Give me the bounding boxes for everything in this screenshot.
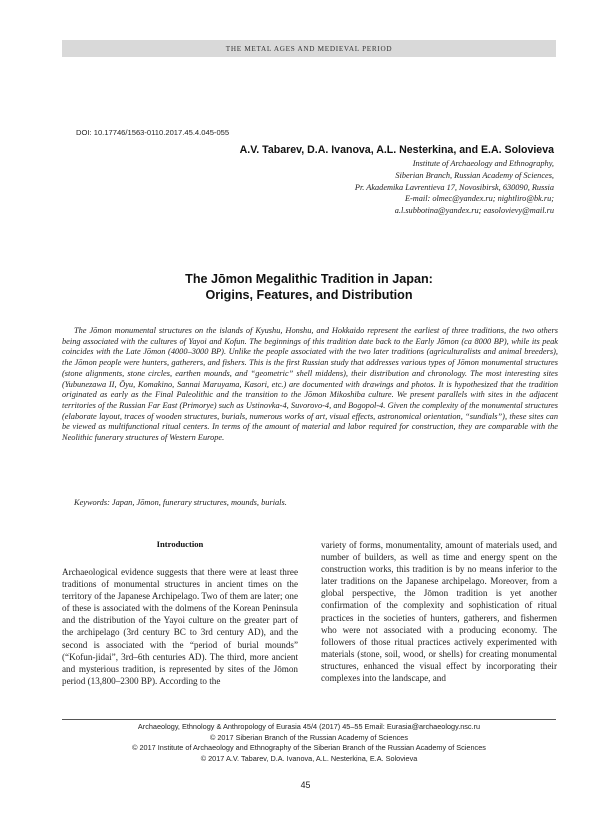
section-title: THE METAL AGES AND MEDIEVAL PERIOD <box>225 44 393 53</box>
affiliation-email: a.l.subbotina@yandex.ru; easolovievy@mail.ru <box>394 206 554 216</box>
footer <box>62 722 556 764</box>
doi-text: DOI: 10.17746/1563-0110.2017.45.4.045-055 <box>76 128 230 137</box>
keywords: Keywords: Japan, Jōmon, funerary structures, mounds, burials. <box>74 498 287 507</box>
article-title-line2: Origins, Features, and Distribution <box>205 288 413 302</box>
authors: A.V. Tabarev, D.A. Ivanova, A.L. Nesterkina, and E.A. Solovieva <box>239 144 554 156</box>
footer-copyright-line: © 2017 Institute of Archaeology and Ethnography of the Siberian Branch of the Russian Academy of Sciences <box>132 743 486 752</box>
affiliation-line: Siberian Branch, Russian Academy of Sciences, <box>395 170 554 180</box>
introduction-heading: Introduction <box>156 539 204 549</box>
footer-divider <box>62 719 556 720</box>
article-title-line1: The Jōmon Megalithic Tradition in Japan: <box>185 272 433 286</box>
page-number: 45 <box>300 780 311 790</box>
footer-journal-line: Archaeology, Ethnology & Anthropology of Eurasia 45/4 (2017) 45–55 Email: Eurasia@archaeology.nsc.ru <box>137 722 481 731</box>
footer-copyright-line: © 2017 Siberian Branch of the Russian Academy of Sciences <box>209 732 409 742</box>
abstract: The Jōmon monumental structures on the islands of Kyushu, Honshu, and Hokkaido represent the earliest of three traditions, the two others being associated with the cultures of Yayoi and Kofun. The beginnings of this tradition date back to the Early Jōmon (ca 8000 BP), while its peak coincides with the Late Jōmon (4000–3000 BP). Unlike the people associated with the two later traditions (agriculturalists and animal breeders), the Jōmon people were hunters, gatherers, and fishers. This is the first Russian study that addresses various types of Jōmon monumental structures (stone alignments, stone circles, earthen mounds, and “geometric” shell middens), their distribution and chronology. The most interesting sites (Yubunezawa II, Ōyu, Komakino, Sannai Maruyama, Kasori, etc.) are documented with drawings and photos. It is hypothesized that the tradition originated as early as the Final Paleolithic and the transition to the Jōmon Mikoshiba culture. We present parallels with sites in the adjacent territories of the Russian Far East (Primorye) such as Ustinovka-4, Suvorovo-4, and Bogopol-4. Given the complexity of the monumental structures (elaborate layout, traces of wooden structures, burials, numerous works of art, visual effects, astronomical orientation, “sundials”), these sites can be viewed as multifunctional ritual centers. In terms of the amount of material and labor required for construction, they are comparable with the Neolithic funerary structures of Western Europe. <box>62 326 558 443</box>
affiliation-block <box>355 158 554 217</box>
section-header-bar <box>62 40 556 57</box>
footer-copyright-line: © 2017 A.V. Tabarev, D.A. Ivanova, A.L. Nesterkina, E.A. Solovieva <box>200 753 418 763</box>
body-column-left: Archaeological evidence suggests that there were at least three traditions of monumental structures in ancient times on the territory of the Japanese Archipelago. Two of them are later; one of these is associated with the dolmens of the Korean Peninsula and the distribution of the Yayoi culture on the greater part of the archipelago (3rd century BC to 3rd century AD), and the second is associated with the “period of burial mounds” (“Kofun-jidai”, 3rd–6th centuries AD). The third, more ancient and mysterious tradition, is represented by sites of the Jōmon period (13,800–2300 BP). According to the <box>62 567 298 686</box>
body-column-right: variety of forms, monumentality, amount of materials used, and number of builders, as well as time and energy spent on the construction works, this tradition is by no means inferior to the later traditions on the Japanese archipelago. Moreover, from a global perspective, the Jōmon tradition is yet another confirmation of the complexity and sophistication of ritual practices in the societies of hunters, gatherers, and fishermen who were not associated with a producing economy. The followers of those ritual practices actively experimented with materials (stone, soil, wood, or shells) for creating monumental structures, enhanced the visual effect by incorporating their complexes into the landscape, and <box>321 540 557 684</box>
affiliation-email: E-mail: olmec@yandex.ru; nightliro@bk.ru; <box>404 194 554 204</box>
affiliation-line: Pr. Akademika Lavrentieva 17, Novosibirsk, 630090, Russia <box>354 182 554 192</box>
affiliation-line: Institute of Archaeology and Ethnography, <box>412 159 554 168</box>
article-title <box>62 271 556 303</box>
